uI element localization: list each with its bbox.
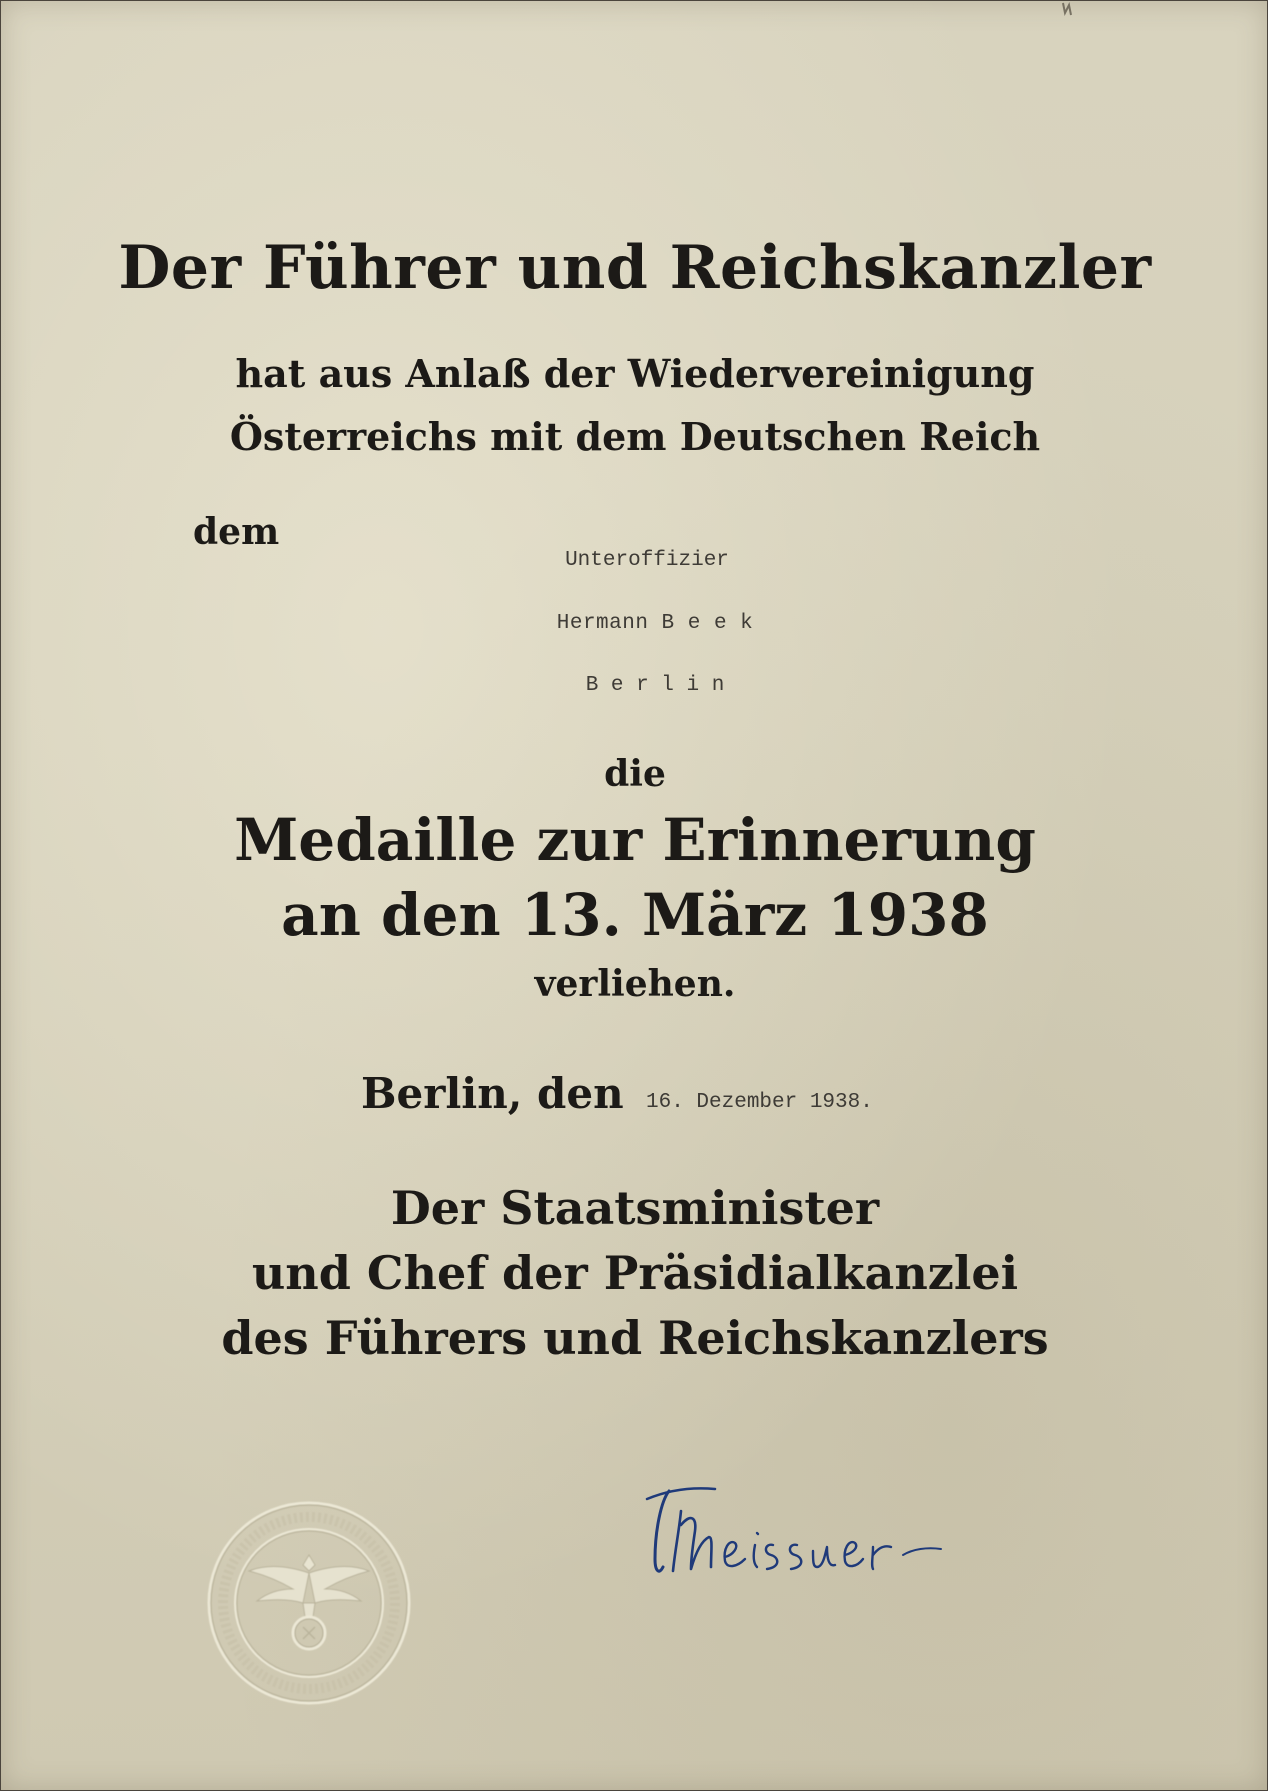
signatory-title-line-3: des Führers und Reichskanzlers [221,1311,1049,1365]
embossed-eagle-seal-icon [199,1493,419,1713]
recipient-rank: Unteroffizier [565,549,729,572]
place-label: Berlin, den [361,1069,624,1118]
award-title-line-2: an den 13. März 1938 [281,881,989,949]
issue-date: 16. Dezember 1938. [646,1091,873,1114]
scan-mark-icon [1049,1,1079,31]
award-article: die [604,753,666,795]
intro-line-1: hat aus Anlaß der Wiedervereinigung [235,351,1035,396]
recipient-city: B e r l i n [585,674,725,697]
award-title-line-1: Medaille zur Erinnerung [234,806,1036,874]
recipient-prefix: dem [193,511,280,553]
recipient-name: Hermann B e e k [556,612,754,635]
intro-line-2: Österreichs mit dem Deutschen Reich [229,414,1041,459]
certificate-heading: Der Führer und Reichskanzler [118,233,1152,303]
handwritten-signature [641,1471,1061,1591]
conferred-text: verliehen. [534,963,736,1005]
signatory-title-line-1: Der Staatsminister [390,1181,880,1235]
signatory-title-line-2: und Chef der Präsidialkanzlei [251,1246,1019,1300]
